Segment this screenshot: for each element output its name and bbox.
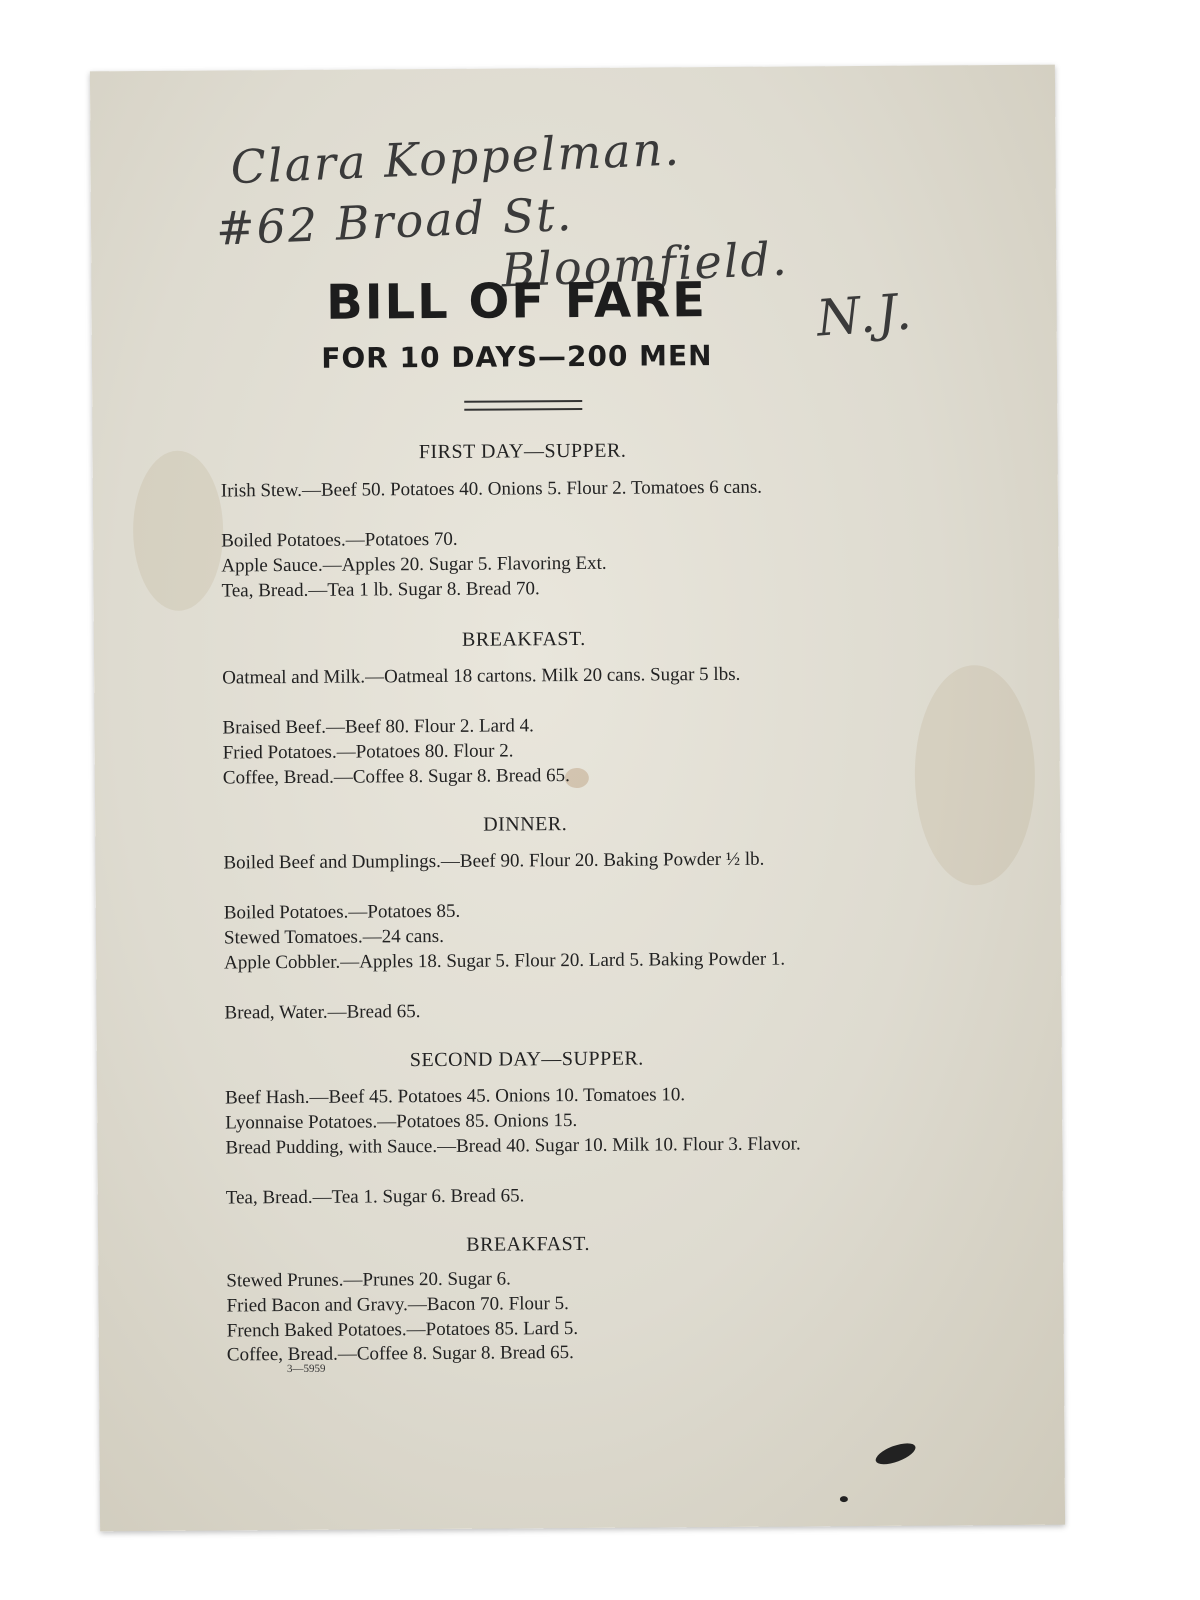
handwritten-street: #62 Broad St. <box>214 186 575 256</box>
menu-item: Beef Hash.—Beef 45. Potatoes 45. Onions 10. Tomatoes 10. <box>225 1084 686 1109</box>
menu-item: Apple Sauce.—Apples 20. Sugar 5. Flavoring Ext. <box>221 552 607 577</box>
menu-item: Braised Beef.—Beef 80. Flour 2. Lard 4. <box>222 715 534 739</box>
page-subtitle: FOR 10 DAYS—200 MEN <box>321 339 713 375</box>
double-rule-divider <box>464 400 582 411</box>
menu-item: French Baked Potatoes.—Potatoes 85. Lard 5. <box>226 1318 579 1342</box>
section-heading-first-day-supper: FIRST DAY—SUPPER. <box>418 439 627 464</box>
menu-item: Stewed Tomatoes.—24 cans. <box>223 925 444 949</box>
menu-item: Coffee, Bread.—Coffee 8. Sugar 8. Bread 65. <box>222 765 570 789</box>
menu-sheet <box>90 65 1065 1532</box>
handwritten-name: Clara Koppelman. <box>229 121 682 195</box>
menu-item: Tea, Bread.—Tea 1 lb. Sugar 8. Bread 70. <box>221 578 540 602</box>
paper-stain <box>914 665 1036 886</box>
menu-item: Fried Bacon and Gravy.—Bacon 70. Flour 5. <box>226 1293 569 1317</box>
section-heading-dinner: DINNER. <box>483 813 568 836</box>
ink-blot <box>840 1496 848 1502</box>
section-heading-second-day-supper: SECOND DAY—SUPPER. <box>409 1047 644 1072</box>
menu-item: Fried Potatoes.—Potatoes 80. Flour 2. <box>222 740 514 764</box>
menu-item: Bread, Water.—Bread 65. <box>224 1001 421 1024</box>
ink-blot <box>873 1439 918 1469</box>
handwritten-state: N.J. <box>814 282 916 348</box>
menu-item: Oatmeal and Milk.—Oatmeal 18 cartons. Milk 20 cans. Sugar 5 lbs. <box>222 663 741 689</box>
menu-item: Tea, Bread.—Tea 1. Sugar 6. Bread 65. <box>225 1185 525 1209</box>
page-title: BILL OF FARE <box>325 272 708 331</box>
menu-item: Boiled Potatoes.—Potatoes 70. <box>221 528 458 552</box>
menu-item: Boiled Beef and Dumplings.—Beef 90. Flour 20. Baking Powder ½ lb. <box>223 848 765 874</box>
menu-item: Irish Stew.—Beef 50. Potatoes 40. Onions 5. Flour 2. Tomatoes 6 cans. <box>220 476 763 502</box>
menu-item: Bread Pudding, with Sauce.—Bread 40. Sugar 10. Milk 10. Flour 3. Flavor. <box>225 1133 801 1159</box>
print-code: 3—5959 <box>286 1362 326 1376</box>
menu-item: Lyonnaise Potatoes.—Potatoes 85. Onions 15. <box>225 1110 578 1134</box>
handwritten-city: Bloomfield. <box>500 231 790 298</box>
section-heading-breakfast: BREAKFAST. <box>461 627 586 651</box>
paper-stain <box>133 450 224 611</box>
menu-item: Apple Cobbler.—Apples 18. Sugar 5. Flour 20. Lard 5. Baking Powder 1. <box>224 948 786 974</box>
section-heading-breakfast-second: BREAKFAST. <box>466 1232 591 1256</box>
menu-item: Stewed Prunes.—Prunes 20. Sugar 6. <box>226 1268 511 1292</box>
menu-item: Boiled Potatoes.—Potatoes 85. <box>223 900 461 924</box>
menu-item: Coffee, Bread.—Coffee 8. Sugar 8. Bread 65. <box>226 1342 574 1366</box>
